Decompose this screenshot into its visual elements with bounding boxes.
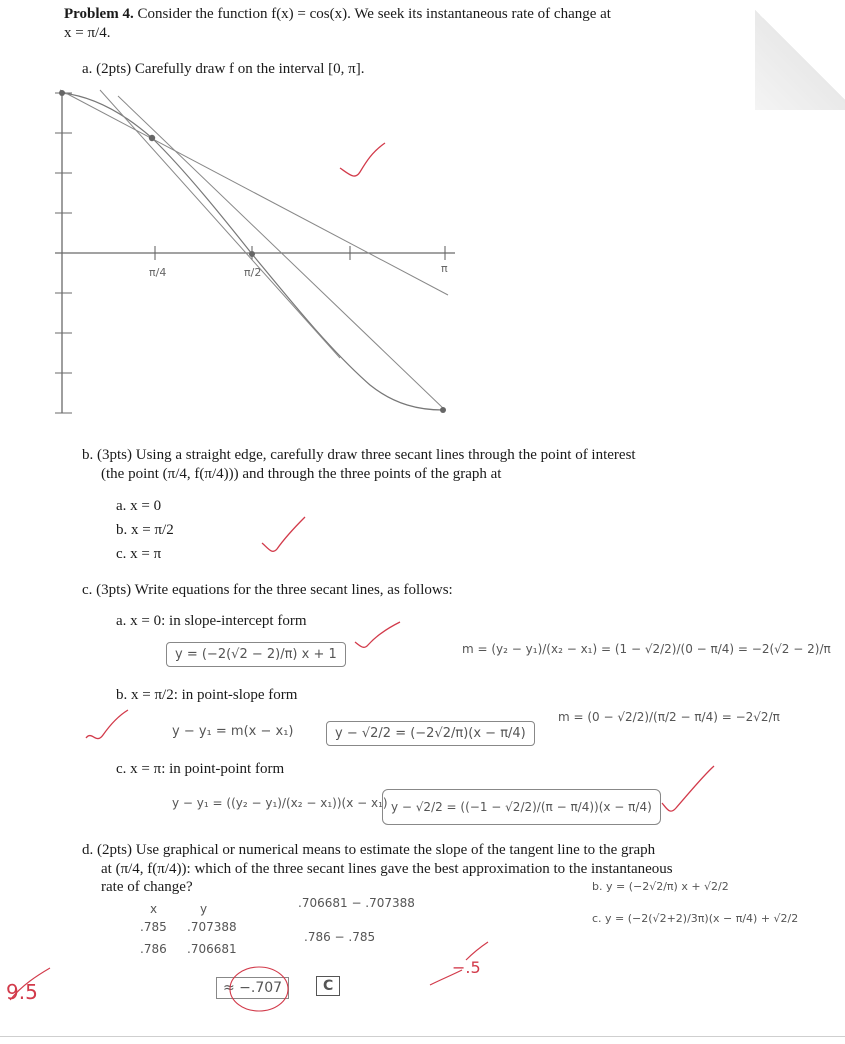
- chosen-secant: C: [316, 976, 340, 996]
- part-c-item-c-text: x = π: in point-point form: [130, 761, 285, 777]
- tick-mark-part-d: [430, 942, 488, 985]
- score-flourish: [10, 968, 50, 1000]
- problem-intro-text: Consider the function f(x) = cos(x). We seek its instantaneous rate of change at: [137, 6, 611, 22]
- difference-quotient-denominator: .786 − .785: [304, 930, 376, 944]
- part-b-item-b-label: b.: [116, 522, 128, 538]
- point-deduction: −.5: [452, 958, 481, 977]
- part-d-text-line2: at (π/4, f(π/4)): which of the three secant lines gave the best approximation to the instantaneous: [101, 861, 673, 877]
- part-c-a-slope-work: m = (y₂ − y₁)/(x₂ − x₁) = (1 − √2/2)/(0 − π/4) = −2(√2 − 2)/π: [462, 642, 831, 656]
- side-note-c: c. y = (−2(√2+2)/3π)(x − π/4) + √2/2: [592, 912, 799, 925]
- part-b-item-c-text: x = π: [130, 546, 162, 562]
- part-c-c-answer: y − √2/2 = ((−1 − √2/2)/(π − π/4))(x − π/4): [382, 789, 661, 825]
- table-row-2-y: .706681: [187, 942, 237, 956]
- part-d-text-line1: (2pts) Use graphical or numerical means to estimate the slope of the tangent line to the graph: [97, 842, 656, 858]
- side-note-b: b. y = (−2√2/π) x + √2/2: [592, 880, 729, 893]
- part-c-a-answer: y = (−2(√2 − 2)/π) x + 1: [166, 642, 346, 667]
- partial-mark-part-c-b: [86, 710, 128, 739]
- part-c-c-general-form: y − y₁ = ((y₂ − y₁)/(x₂ − x₁))(x − x₁): [172, 796, 388, 810]
- part-c-b-general-form: y − y₁ = m(x − x₁): [172, 724, 294, 739]
- part-a-text: (2pts) Carefully draw f on the interval [0, π].: [96, 61, 365, 77]
- tick-label-pi: π: [441, 262, 448, 275]
- problem-heading: Problem 4.: [64, 6, 134, 22]
- score: 9.5: [6, 980, 38, 1004]
- part-b-label: b.: [82, 447, 94, 463]
- part-c-item-b-label: b.: [116, 687, 128, 703]
- part-c-b-slope-work: m = (0 − √2/2)/(π/2 − π/4) = −2√2/π: [558, 710, 780, 724]
- problem-intro-line2: x = π/4.: [64, 25, 111, 41]
- part-d-text-line3: rate of change?: [101, 879, 193, 895]
- table-row-1-x: .785: [140, 920, 167, 934]
- checkmark-part-a: [340, 143, 385, 176]
- part-c-item-a-label: a.: [116, 613, 127, 629]
- table-header-y: y: [200, 902, 208, 916]
- slope-estimate: ≈ −.707: [216, 977, 289, 999]
- table-header-x: x: [150, 902, 158, 916]
- tick-label-pi-over-2: π/2: [244, 266, 262, 279]
- part-c-item-c-label: c.: [116, 761, 127, 777]
- part-c-text: (3pts) Write equations for the three secant lines, as follows:: [96, 582, 453, 598]
- part-c-item-b-text: x = π/2: in point-slope form: [131, 687, 298, 703]
- part-b-item-b-text: x = π/2: [131, 522, 174, 538]
- part-a-label: a.: [82, 61, 93, 77]
- page-bottom-edge: [0, 1036, 845, 1037]
- circle-around-estimate: [230, 967, 288, 1011]
- table-row-1-y: .707388: [187, 920, 237, 934]
- part-c-item-a-text: x = 0: in slope-intercept form: [130, 613, 307, 629]
- checkmark-part-b: [262, 517, 305, 551]
- part-c-b-answer: y − √2/2 = (−2√2/π)(x − π/4): [326, 721, 535, 746]
- part-b-item-a-label: a.: [116, 498, 127, 514]
- checkmark-part-c-c: [662, 766, 714, 811]
- part-d-label: d.: [82, 842, 94, 858]
- table-row-2-x: .786: [140, 942, 167, 956]
- difference-quotient-numerator: .706681 − .707388: [298, 896, 415, 910]
- part-b-item-a-text: x = 0: [130, 498, 162, 514]
- tick-label-pi-over-4: π/4: [149, 266, 167, 279]
- part-b-item-c-label: c.: [116, 546, 127, 562]
- part-b-text-line1: (3pts) Using a straight edge, carefully draw three secant lines through the point of interest: [97, 447, 636, 463]
- part-b-text-line2: (the point (π/4, f(π/4))) and through the three points of the graph at: [101, 466, 502, 482]
- part-c-label: c.: [82, 582, 93, 598]
- checkmark-part-c-a: [355, 622, 400, 647]
